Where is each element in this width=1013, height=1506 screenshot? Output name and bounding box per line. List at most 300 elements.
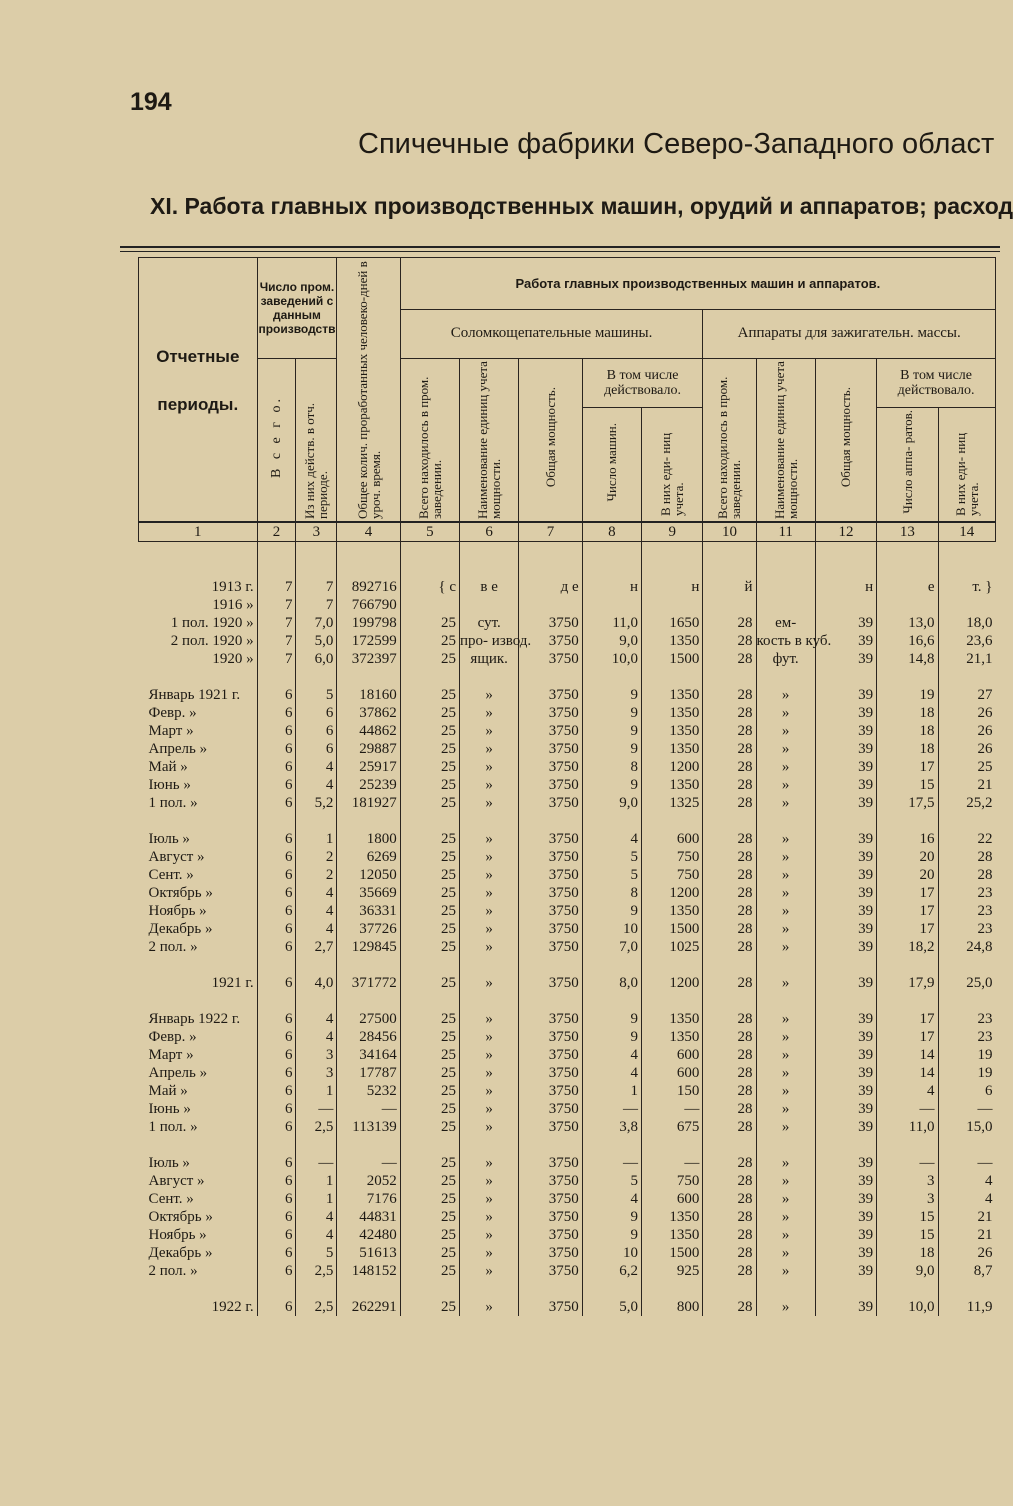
spacer-cell: [703, 1280, 756, 1298]
value-cell: [460, 596, 519, 614]
value-cell: 17787: [337, 1064, 400, 1082]
period-cell: 1 пол. »: [139, 794, 258, 812]
value-cell: 1350: [642, 686, 703, 704]
value-cell: 39: [815, 938, 876, 956]
table-row: [139, 650, 996, 668]
spacer-cell: [756, 992, 815, 1010]
spacer-cell: [938, 1280, 996, 1298]
value-cell: 39: [815, 1262, 876, 1280]
value-cell: 39: [815, 1154, 876, 1172]
value-cell: 6,2: [582, 1262, 641, 1280]
value-cell: 600: [642, 1190, 703, 1208]
column-number: 4: [337, 522, 400, 542]
spacer-cell: [703, 1136, 756, 1154]
spacer-cell: [642, 956, 703, 974]
spacer-cell: [257, 1136, 296, 1154]
table-row: [139, 704, 996, 722]
table-row: [139, 1244, 996, 1262]
spacer-cell: [257, 668, 296, 686]
value-cell: 5: [582, 1172, 641, 1190]
spacer-cell: [877, 668, 938, 686]
value-cell: »: [460, 1298, 519, 1316]
period-cell: Ноябрь »: [139, 1226, 258, 1244]
period-cell: 1920 »: [139, 650, 258, 668]
value-cell: 3750: [519, 1010, 582, 1028]
value-cell: 25: [400, 740, 459, 758]
spacer-cell: [400, 560, 459, 578]
value-cell: 750: [642, 866, 703, 884]
value-cell: 892716: [337, 578, 400, 596]
value-cell: 3750: [519, 1028, 582, 1046]
value-cell: »: [460, 884, 519, 902]
value-cell: 23: [977, 1011, 993, 1027]
value-cell: 28: [703, 884, 756, 902]
period-cell: 1 пол. 1920 »: [139, 614, 258, 632]
spacer-cell: [519, 956, 582, 974]
value-cell: 11,0: [582, 614, 641, 632]
spacer-cell: [257, 812, 296, 830]
value-cell: 17: [877, 1010, 938, 1028]
spacer-cell: [642, 812, 703, 830]
value-cell: 9: [582, 704, 641, 722]
value-cell: 36331: [337, 902, 400, 920]
value-cell: 25: [400, 704, 459, 722]
table-row: [139, 1298, 996, 1316]
column-number: 6: [460, 522, 519, 542]
value-cell: 750: [642, 848, 703, 866]
value-cell: »: [756, 1190, 815, 1208]
value-cell: 3: [296, 1064, 337, 1082]
value-cell: 3: [296, 1046, 337, 1064]
period-cell: 2 пол. »: [139, 1262, 258, 1280]
value-cell: н: [582, 578, 641, 596]
value-cell: [519, 596, 582, 614]
value-cell: 28: [703, 1046, 756, 1064]
value-cell: 1350: [642, 704, 703, 722]
column-number: 7: [519, 522, 582, 542]
value-cell: 6: [257, 1298, 296, 1316]
value-cell: 1: [296, 1172, 337, 1190]
value-cell: 199798: [337, 614, 400, 632]
value-cell: »: [756, 974, 815, 992]
value-cell: 28: [703, 740, 756, 758]
value-cell: 600: [642, 830, 703, 848]
value-cell: 3750: [519, 1226, 582, 1244]
value-cell: 3750: [519, 902, 582, 920]
value-cell: 1200: [642, 974, 703, 992]
value-cell: 28: [703, 830, 756, 848]
value-cell: 25: [400, 686, 459, 704]
value-cell: 39: [815, 614, 876, 632]
table-row: [139, 884, 996, 902]
value-cell: 6: [257, 1028, 296, 1046]
value-cell: 371772: [337, 974, 400, 992]
value-cell: —: [877, 1154, 938, 1172]
value-cell: 6269: [337, 848, 400, 866]
spacer-cell: [815, 542, 876, 561]
value-cell: 675: [642, 1118, 703, 1136]
value-cell: »: [756, 722, 815, 740]
value-cell: 28: [703, 1262, 756, 1280]
value-cell: 25: [400, 1208, 459, 1226]
value-cell: 6: [257, 902, 296, 920]
value-cell: 2,5: [296, 1298, 337, 1316]
value-cell: 6: [257, 776, 296, 794]
spacer-cell: [815, 560, 876, 578]
value-cell: 25: [400, 1100, 459, 1118]
spacer-cell: [460, 992, 519, 1010]
value-cell: 20: [877, 848, 938, 866]
table-row: [139, 848, 996, 866]
value-cell: 21: [977, 1209, 993, 1225]
spacer-row: [139, 560, 996, 578]
value-cell: 3750: [519, 884, 582, 902]
period-cell: Август »: [139, 848, 258, 866]
spacer-cell: [400, 668, 459, 686]
value-cell: 6: [257, 722, 296, 740]
value-cell: 9: [582, 776, 641, 794]
spacer-cell: [460, 1136, 519, 1154]
value-cell: 9: [582, 1028, 641, 1046]
value-cell: 39: [815, 758, 876, 776]
value-cell: 8,7: [973, 1263, 993, 1279]
value-cell: 1350: [642, 1208, 703, 1226]
value-cell: [703, 596, 756, 614]
spacer-cell: [582, 992, 641, 1010]
table-row: [139, 830, 996, 848]
value-cell: 23: [977, 1029, 993, 1045]
value-cell: 25: [400, 1064, 459, 1082]
spacer-cell: [139, 1280, 258, 1298]
value-cell: 21: [977, 1227, 993, 1243]
period-cell: Февр. »: [139, 1028, 258, 1046]
value-cell: »: [460, 920, 519, 938]
value-cell: 3750: [519, 830, 582, 848]
spacer-cell: [400, 812, 459, 830]
value-cell: 44862: [337, 722, 400, 740]
value-cell: 9,0: [877, 1262, 938, 1280]
value-cell: 29887: [337, 740, 400, 758]
value-cell: 6: [257, 830, 296, 848]
period-cell: Iюль »: [139, 1154, 258, 1172]
value-cell: »: [756, 1298, 815, 1316]
value-cell: 17: [877, 1028, 938, 1046]
period-cell: 1922 г.: [139, 1298, 258, 1316]
spacer-cell: [877, 992, 938, 1010]
spacer-cell: [257, 560, 296, 578]
spacer-cell: [756, 812, 815, 830]
value-cell: 25: [400, 884, 459, 902]
value-cell: 28: [703, 776, 756, 794]
spacer-cell: [519, 560, 582, 578]
value-cell: 25,0: [966, 975, 993, 991]
value-cell: 6: [296, 722, 337, 740]
value-cell: —: [877, 1100, 938, 1118]
value-cell: 7: [257, 596, 296, 614]
spacer-cell: [460, 560, 519, 578]
value-cell: 3750: [519, 614, 582, 632]
value-cell: 25: [400, 1244, 459, 1262]
spacer-cell: [703, 668, 756, 686]
value-cell: »: [460, 902, 519, 920]
header-mandays: Общее колич. проработанных человеко-дней в уроч. время.: [337, 258, 400, 523]
period-cell: 1913 г.: [139, 578, 258, 596]
value-cell: 1350: [642, 1226, 703, 1244]
value-cell: 2052: [337, 1172, 400, 1190]
value-cell: 13,0: [877, 614, 938, 632]
value-cell: »: [756, 1244, 815, 1262]
value-cell: 1500: [642, 920, 703, 938]
spacer-cell: [877, 560, 938, 578]
period-cell: 1921 г.: [139, 974, 258, 992]
value-cell: 39: [815, 1172, 876, 1190]
header-a-power: Общая мощность.: [519, 359, 582, 523]
spacer-cell: [815, 812, 876, 830]
table-row: [139, 578, 996, 596]
period-cell: 1916 »: [139, 596, 258, 614]
value-cell: [756, 596, 815, 614]
value-cell: »: [756, 740, 815, 758]
spacer-cell: [756, 668, 815, 686]
table-row: [139, 1064, 996, 1082]
header-a-total: Всего находилось в пром. заведении.: [400, 359, 459, 523]
value-cell: 3,8: [582, 1118, 641, 1136]
value-cell: 39: [815, 884, 876, 902]
spacer-cell: [756, 560, 815, 578]
column-number: 5: [400, 522, 459, 542]
value-cell: 28: [703, 1028, 756, 1046]
period-cell: Январь 1921 г.: [139, 686, 258, 704]
value-cell: »: [460, 1028, 519, 1046]
value-cell: »: [756, 1208, 815, 1226]
value-cell: 28: [703, 632, 756, 650]
value-cell: »: [460, 1190, 519, 1208]
value-cell: »: [460, 1154, 519, 1172]
value-cell: 800: [642, 1298, 703, 1316]
value-cell: »: [460, 866, 519, 884]
value-cell: 6: [257, 686, 296, 704]
value-cell: »: [756, 758, 815, 776]
value-cell: 7,0: [582, 938, 641, 956]
value-cell: 39: [815, 1046, 876, 1064]
value-cell: 925: [642, 1262, 703, 1280]
value-cell: 25917: [337, 758, 400, 776]
spacer-cell: [756, 1280, 815, 1298]
spacer-cell: [703, 542, 756, 561]
spacer-row: [139, 992, 996, 1010]
value-cell: 39: [815, 866, 876, 884]
value-cell: 28: [703, 848, 756, 866]
value-cell: 6: [257, 1208, 296, 1226]
value-cell: 28: [703, 758, 756, 776]
value-cell: 1: [296, 1190, 337, 1208]
value-cell: 39: [815, 722, 876, 740]
value-cell: 7: [296, 578, 337, 596]
spacer-cell: [938, 956, 996, 974]
value-cell: сут.: [460, 614, 519, 632]
value-cell: 18,0: [966, 615, 993, 631]
spacer-cell: [519, 812, 582, 830]
value-cell: 4: [296, 1226, 337, 1244]
value-cell: 37726: [337, 920, 400, 938]
value-cell: 10,0: [582, 650, 641, 668]
value-cell: 10,0: [877, 1298, 938, 1316]
value-cell: 3750: [519, 1244, 582, 1262]
value-cell: »: [460, 1100, 519, 1118]
value-cell: 1200: [642, 884, 703, 902]
value-cell: 28: [703, 1298, 756, 1316]
spacer-cell: [296, 542, 337, 561]
value-cell: 3750: [519, 1064, 582, 1082]
value-cell: 42480: [337, 1226, 400, 1244]
value-cell: 39: [815, 1226, 876, 1244]
value-cell: 5,0: [296, 632, 337, 650]
spacer-cell: [257, 1280, 296, 1298]
header-b-worked: В том числе действовало.: [877, 359, 996, 408]
value-cell: 4,0: [296, 974, 337, 992]
value-cell: 28: [703, 722, 756, 740]
value-cell: д е: [519, 578, 582, 596]
header-b-apparatus: Число аппа- ратов.: [877, 408, 938, 523]
spacer-cell: [400, 542, 459, 561]
value-cell: 39: [815, 1298, 876, 1316]
value-cell: 51613: [337, 1244, 400, 1262]
value-cell: 39: [815, 650, 876, 668]
table-row: [139, 866, 996, 884]
value-cell: 6: [257, 1100, 296, 1118]
value-cell: 3750: [519, 1172, 582, 1190]
column-number: 9: [642, 522, 703, 542]
value-cell: 44831: [337, 1208, 400, 1226]
value-cell: »: [460, 722, 519, 740]
value-cell: 3750: [519, 1208, 582, 1226]
spacer-cell: [703, 812, 756, 830]
value-cell: 2: [296, 866, 337, 884]
spacer-cell: [582, 542, 641, 561]
spacer-cell: [642, 542, 703, 561]
spacer-cell: [460, 542, 519, 561]
table-row: [139, 1208, 996, 1226]
value-cell: 17,5: [877, 794, 938, 812]
table-body: [139, 542, 996, 1317]
value-cell: про- извод.: [460, 633, 532, 649]
value-cell: »: [460, 974, 519, 992]
value-cell: 25: [400, 830, 459, 848]
value-cell: 6: [985, 1083, 993, 1099]
spacer-cell: [756, 1136, 815, 1154]
value-cell: 14: [877, 1046, 938, 1064]
period-cell: Март »: [139, 1046, 258, 1064]
value-cell: 1350: [642, 776, 703, 794]
value-cell: 27: [977, 687, 993, 703]
value-cell: 21,1: [966, 651, 993, 667]
value-cell: 4: [296, 1208, 337, 1226]
value-cell: 6,0: [296, 650, 337, 668]
spacer-cell: [519, 992, 582, 1010]
table-row: [139, 722, 996, 740]
value-cell: 1200: [642, 758, 703, 776]
value-cell: н: [642, 578, 703, 596]
value-cell: 25: [400, 776, 459, 794]
value-cell: 150: [642, 1082, 703, 1100]
spacer-cell: [938, 992, 996, 1010]
value-cell: 25: [400, 632, 459, 650]
value-cell: 25: [400, 902, 459, 920]
spacer-cell: [756, 956, 815, 974]
spacer-cell: [296, 1280, 337, 1298]
value-cell: »: [460, 740, 519, 758]
value-cell: 28456: [337, 1028, 400, 1046]
value-cell: 15: [877, 1208, 938, 1226]
spacer-cell: [337, 956, 400, 974]
value-cell: »: [460, 1010, 519, 1028]
column-number: 14: [938, 522, 996, 542]
value-cell: 3750: [519, 1262, 582, 1280]
value-cell: 2,5: [296, 1262, 337, 1280]
spacer-cell: [877, 542, 938, 561]
value-cell: »: [460, 938, 519, 956]
spacer-cell: [582, 812, 641, 830]
value-cell: 39: [815, 1010, 876, 1028]
value-cell: 26: [977, 741, 993, 757]
value-cell: —: [642, 1154, 703, 1172]
table-row: [139, 1082, 996, 1100]
spacer-cell: [877, 956, 938, 974]
value-cell: 1500: [642, 1244, 703, 1262]
header-group-ignition-apparatus: Аппараты для зажигательн. массы.: [703, 309, 996, 359]
value-cell: 15: [877, 1226, 938, 1244]
value-cell: 18: [877, 722, 938, 740]
value-cell: 6: [257, 974, 296, 992]
spacer-cell: [296, 992, 337, 1010]
table-row: [139, 1262, 996, 1280]
value-cell: 3750: [519, 1082, 582, 1100]
value-cell: 28: [703, 902, 756, 920]
table-row: [139, 1028, 996, 1046]
value-cell: »: [460, 1208, 519, 1226]
value-cell: 39: [815, 1082, 876, 1100]
period-cell: Iюнь »: [139, 776, 258, 794]
spacer-cell: [815, 1280, 876, 1298]
value-cell: »: [460, 1172, 519, 1190]
value-cell: 750: [642, 1172, 703, 1190]
page-number: 194: [130, 88, 172, 116]
value-cell: »: [460, 704, 519, 722]
header-b-total: Всего находилось в пром. заведении.: [703, 359, 756, 523]
value-cell: [938, 596, 996, 614]
value-cell: 28: [703, 686, 756, 704]
spacer-cell: [257, 992, 296, 1010]
spacer-cell: [815, 668, 876, 686]
column-number: 1: [139, 522, 258, 542]
value-cell: 6: [257, 1046, 296, 1064]
spacer-cell: [296, 956, 337, 974]
value-cell: 17: [877, 758, 938, 776]
value-cell: 28: [703, 614, 756, 632]
period-cell: Апрель »: [139, 1064, 258, 1082]
page-title: Спичечные фабрики Северо-Западного област: [358, 128, 995, 160]
value-cell: 6: [257, 1118, 296, 1136]
column-number: 12: [815, 522, 876, 542]
value-cell: 5,2: [296, 794, 337, 812]
value-cell: 3750: [519, 740, 582, 758]
value-cell: »: [460, 1226, 519, 1244]
spacer-cell: [815, 992, 876, 1010]
value-cell: »: [756, 1226, 815, 1244]
value-cell: [582, 596, 641, 614]
value-cell: 28: [703, 1118, 756, 1136]
value-cell: [815, 596, 876, 614]
